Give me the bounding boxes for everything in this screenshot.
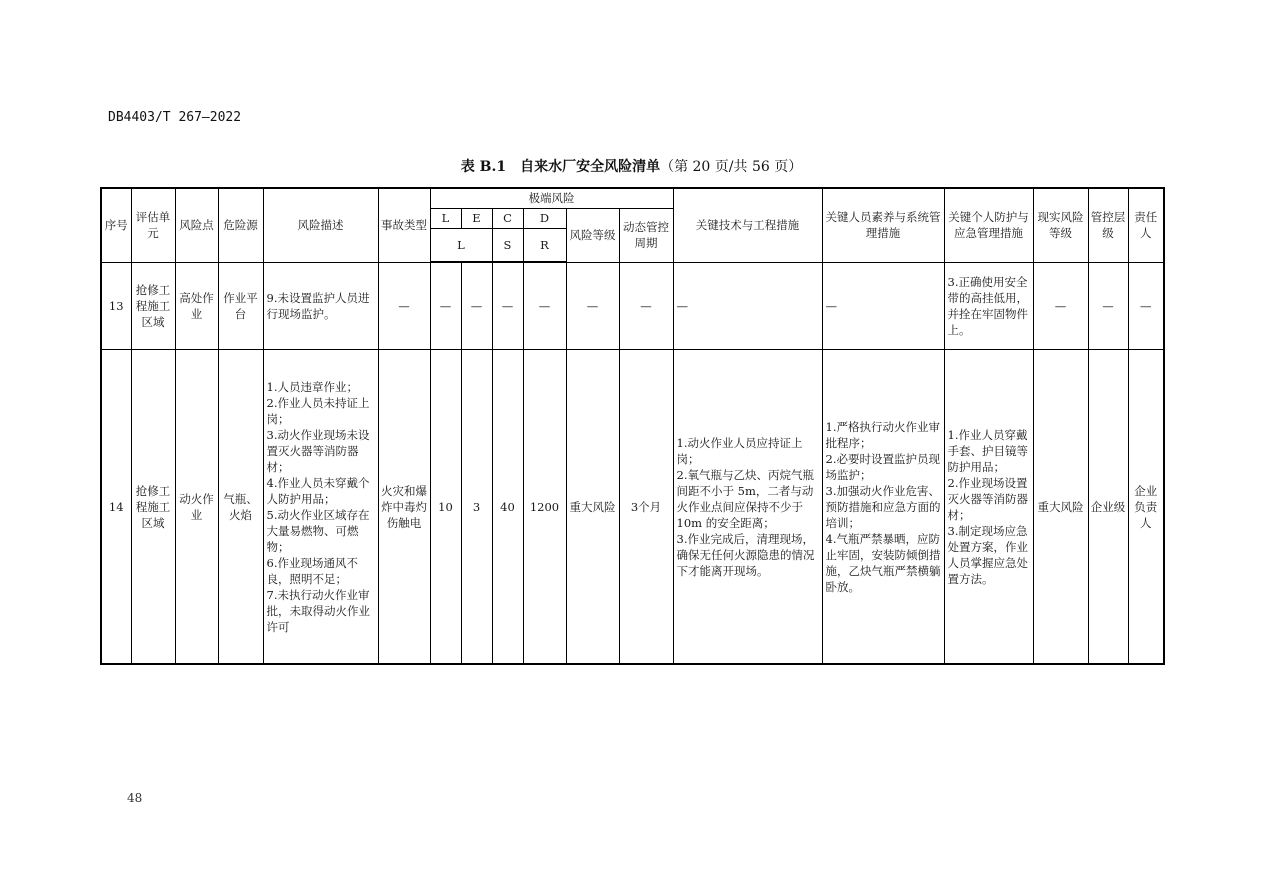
row-tech-measures: 1.动火作业人员应持证上岗； 2.氧气瓶与乙炔、丙烷气瓶间距不小于 5m，二者与动火作业点间应保持不少于 10m 的安全距离； 3.作业完成后，清理现场，确保无任何火源隐患的情况下才能离开现场。 — [673, 350, 822, 665]
row-control-cycle: 3个月 — [619, 350, 673, 665]
table-title-main: 表 B.1 自来水厂安全风险清单 — [460, 159, 661, 175]
row-actual-level: 重大风险 — [1033, 350, 1088, 665]
row-risk-level: 重大风险 — [566, 350, 619, 665]
row-owner: 企业负责人 — [1128, 350, 1164, 665]
document-code: DB4403/T 267—2022 — [108, 110, 242, 125]
header-accident-type: 事故类型 — [378, 188, 430, 262]
row-e: — — [461, 262, 492, 350]
row-description: 1.人员违章作业； 2.作业人员未持证上岗； 3.动火作业现场未设置灭火器等消防器材； 4.作业人员未穿戴个人防护用品； 5.动火作业区域存在大量易燃物、可燃物； 6.作业现场通风不良，照明不足； 7.未执行动火作业审批，未取得动火作业许可 — [263, 350, 378, 665]
row-control-level: — — [1088, 262, 1128, 350]
row-actual-level: — — [1033, 262, 1088, 350]
row-e: 3 — [461, 350, 492, 665]
row-unit: 抢修工程施工区域 — [131, 350, 175, 665]
row-c: 40 — [492, 350, 523, 665]
row-control-level: 企业级 — [1088, 350, 1128, 665]
header-owner: 责任人 — [1128, 188, 1164, 262]
header-no: 序号 — [101, 188, 131, 262]
row-ppe-measures: 1.作业人员穿戴手套、护目镜等防护用品； 2.作业现场设置灭火器等消防器材； 3.制定现场应急处置方案，作业人员掌握应急处置方法。 — [944, 350, 1033, 665]
header-point: 风险点 — [175, 188, 218, 262]
header-l-bottom: L — [430, 228, 492, 262]
table-title-page-range: （第 20 页/共 56 页） — [660, 159, 803, 175]
header-unit: 评估单元 — [131, 188, 175, 262]
header-risk-level: 风险等级 — [566, 208, 619, 262]
row-accident-type: — — [378, 262, 430, 350]
page-number: 48 — [127, 791, 143, 805]
row-c: — — [492, 262, 523, 350]
header-r-bottom: R — [523, 228, 566, 262]
header-e-top: E — [461, 208, 492, 228]
row-hazard: 作业平台 — [218, 262, 263, 350]
risk-table — [100, 187, 1165, 665]
row-description: 9.未设置监护人员进行现场监护。 — [263, 262, 378, 350]
row-control-cycle: — — [619, 262, 673, 350]
header-control-level: 管控层级 — [1088, 188, 1128, 262]
header-actual-level: 现实风险等级 — [1033, 188, 1088, 262]
row-d: — — [523, 262, 566, 350]
row-unit: 抢修工程施工区域 — [131, 262, 175, 350]
header-d-top: D — [523, 208, 566, 228]
table-row — [101, 350, 1164, 665]
header-l-top: L — [430, 208, 461, 228]
row-hazard: 气瓶、火焰 — [218, 350, 263, 665]
row-l: — — [430, 262, 461, 350]
row-owner: — — [1128, 262, 1164, 350]
header-tech-measures: 关键技术与工程措施 — [673, 188, 822, 262]
header-extreme-risk: 极端风险 — [430, 188, 673, 208]
header-description: 风险描述 — [263, 188, 378, 262]
row-tech-measures: — — [673, 262, 822, 350]
row-management-measures: — — [822, 262, 944, 350]
header-s-bottom: S — [492, 228, 523, 262]
header-c-top: C — [492, 208, 523, 228]
row-d: 1200 — [523, 350, 566, 665]
header-management-measures: 关键人员素养与系统管理措施 — [822, 188, 944, 262]
header-ppe-measures: 关键个人防护与应急管理措施 — [944, 188, 1033, 262]
header-control-cycle: 动态管控周期 — [619, 208, 673, 262]
row-management-measures: 1.严格执行动火作业审批程序； 2.必要时设置监护员现场监护； 3.加强动火作业危害、预防措施和应急方面的培训； 4.气瓶严禁暴晒，应防止牢固，安装防倾倒措施，乙炔气瓶严禁横躺卧放。 — [822, 350, 944, 665]
row-point: 动火作业 — [175, 350, 218, 665]
row-l: 10 — [430, 350, 461, 665]
table-row — [101, 262, 1164, 350]
row-risk-level: — — [566, 262, 619, 350]
header-row-1 — [101, 188, 1164, 208]
row-point: 高处作业 — [175, 262, 218, 350]
header-hazard: 危险源 — [218, 188, 263, 262]
row-no: 14 — [101, 350, 131, 665]
table-title — [0, 156, 1263, 176]
row-ppe-measures: 3.正确使用安全带的高挂低用，并拴在牢固物件上。 — [944, 262, 1033, 350]
row-accident-type: 火灾和爆炸中毒灼伤触电 — [378, 350, 430, 665]
row-no: 13 — [101, 262, 131, 350]
